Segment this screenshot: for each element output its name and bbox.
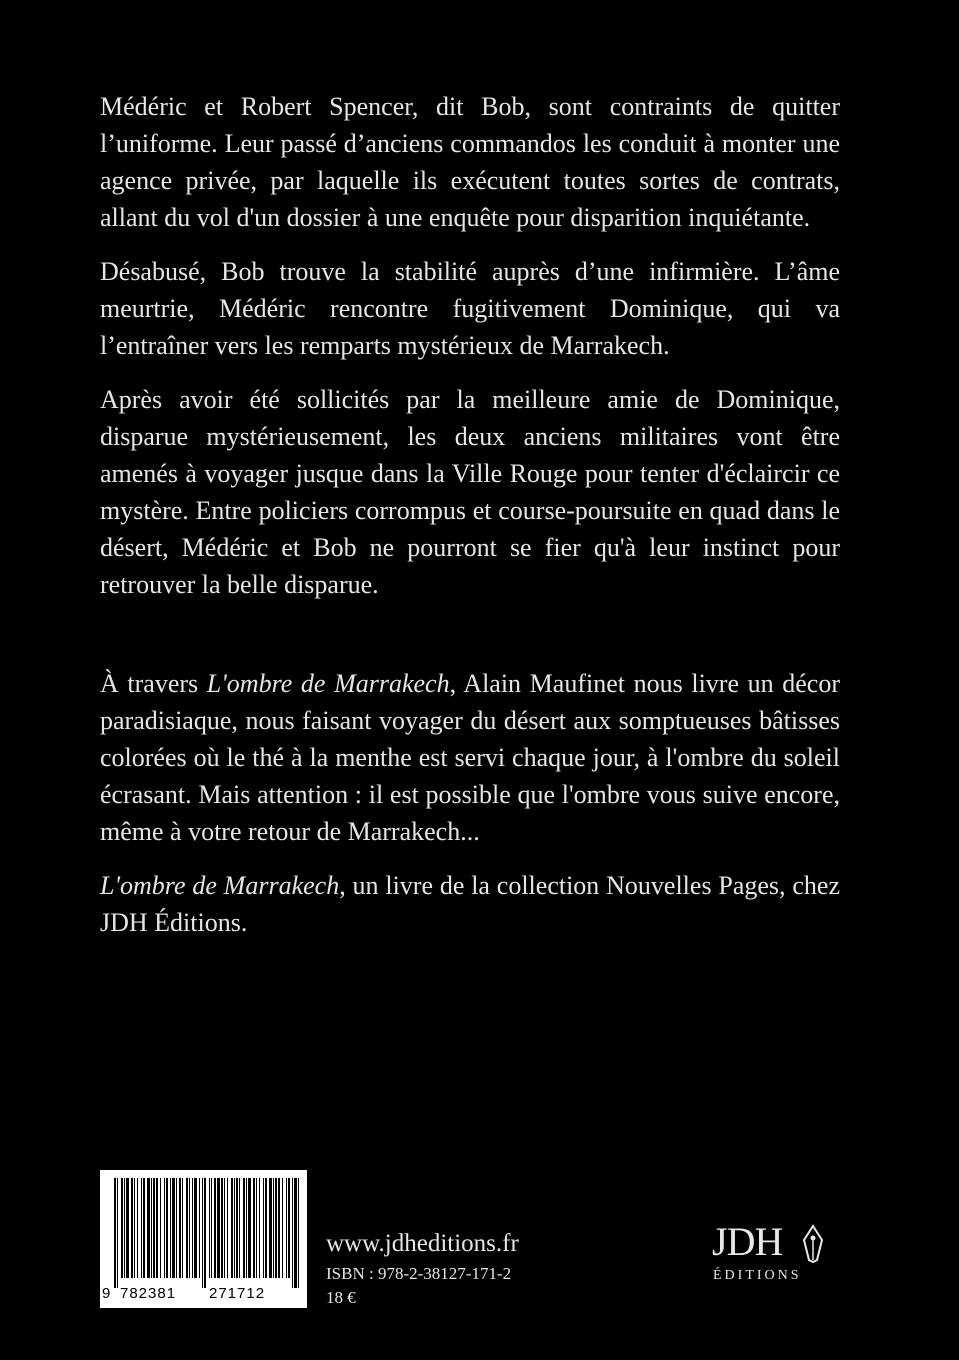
fountain-pen-nib-icon bbox=[800, 1224, 826, 1264]
back-cover-blurb bbox=[100, 88, 840, 958]
barcode-digits bbox=[100, 1217, 307, 1302]
price: 18 € bbox=[326, 1288, 356, 1307]
blurb-paragraph-3: Après avoir été sollicités par la meilleure amie de Dominique, disparue mystérieusement, les deux anciens militaires vont être amenés à voyager jusque dans la Ville Rouge pour tenter d'éclaircir ce mystère. Entre policiers corrompus et course-poursuite en quad dans le désert, Médéric et Bob ne pourront se fier qu'à leur instinct pour retrouver la belle disparue. bbox=[100, 385, 840, 599]
isbn-number: ISBN : 978-2-38127-171-2 bbox=[326, 1264, 512, 1283]
blurb-p5-rest: , un livre de la collection Nouvelles Pages, chez JDH Éditions. bbox=[100, 871, 840, 937]
isbn-barcode bbox=[100, 1170, 307, 1308]
blurb-paragraph-4 bbox=[100, 665, 840, 850]
blurb-paragraph-1: Médéric et Robert Spencer, dit Bob, sont contraints de quitter l’uniforme. Leur passé d’anciens commandos les conduit à monter une agence privée, par laquelle ils exécutent toutes sortes de contrats, allant du vol d'un dossier à une enquête pour disparition inquiétante. bbox=[100, 92, 840, 232]
book-title-italic: L'ombre de Marrakech bbox=[206, 669, 450, 698]
blurb-paragraph-2: Désabusé, Bob trouve la stabilité auprès d’une infirmière. L’âme meurtrie, Médéric rencontre fugitivement Dominique, qui va l’entraîner vers les remparts mystérieux de Marrakech. bbox=[100, 257, 840, 360]
barcode-digits-right: 271712 bbox=[209, 1285, 266, 1302]
publisher-logo bbox=[712, 1219, 832, 1286]
publisher-info bbox=[326, 1228, 519, 1310]
barcode-digits-left: 782381 bbox=[120, 1285, 177, 1302]
blurb-paragraph-5 bbox=[100, 867, 840, 941]
blurb-p4-lead: À travers bbox=[100, 669, 207, 698]
barcode-digit-first: 9 bbox=[102, 1285, 111, 1302]
logo-main-text: JDH bbox=[712, 1219, 783, 1264]
blurb-p4-rest: , Alain Maufinet nous livre un décor paradisiaque, nous faisant voyager du désert aux somptueuses bâtisses colorées où le thé à la menthe est servi chaque jour, à l'ombre du soleil écrasant. Mais attention : il est possible que l'ombre vous suive encore, même à votre retour de Marrakech... bbox=[100, 669, 841, 846]
logo-sub-text: ÉDITIONS bbox=[713, 1268, 802, 1283]
book-title-italic: L'ombre de Marrakech bbox=[100, 871, 340, 900]
publisher-website[interactable]: www.jdheditions.fr bbox=[326, 1230, 519, 1257]
